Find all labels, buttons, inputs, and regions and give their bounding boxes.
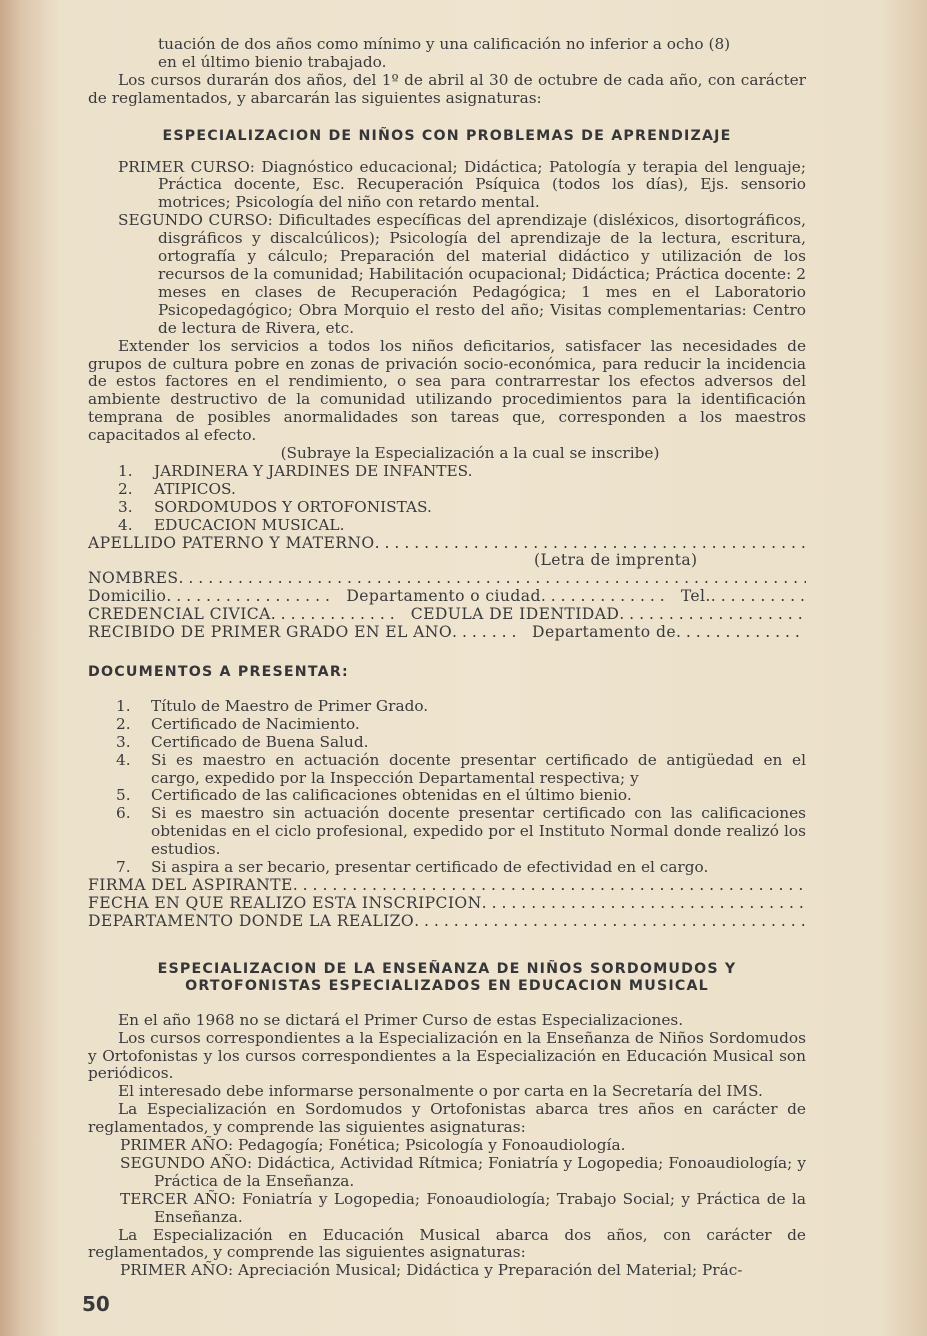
document-text: Certificado de Nacimiento.: [151, 714, 360, 733]
option-label: SORDOMUDOS Y ORTOFONISTAS.: [154, 497, 432, 516]
signature-form: [88, 877, 806, 931]
fecha-field[interactable]: [88, 895, 806, 913]
option-number: 4.: [118, 515, 133, 534]
firma-label: FIRMA DEL ASPIRANTE: [88, 876, 293, 894]
apellido-blank[interactable]: [375, 535, 806, 553]
document-text: Si es maestro en actuación docente presentar certificado de antigüedad en el cargo, expedido por la Inspección Departamental respectiva; y: [151, 750, 806, 787]
sec2-paragraph-2: Los cursos correspondientes a la Especialización en la Enseñanza de Niños Sordomudos y Ortofonistas y los cursos correspondientes a la Especialización en Educación Musical son periódicos.: [88, 1028, 806, 1083]
section-heading-line-2: ORTOFONISTAS ESPECIALIZADOS EN EDUCACION MUSICAL: [185, 977, 709, 994]
page-content: [88, 36, 806, 1280]
departamento-realizo-blank[interactable]: [414, 913, 806, 931]
documents-list: [88, 698, 806, 877]
document-number: 2.: [116, 714, 131, 733]
registration-form: [88, 535, 806, 642]
nombres-field[interactable]: [88, 570, 806, 588]
apellido-field[interactable]: [88, 535, 806, 553]
document-text: Título de Maestro de Primer Grado.: [151, 696, 429, 715]
apellido-label: APELLIDO PATERNO Y MATERNO: [88, 534, 375, 552]
option-item[interactable]: [118, 499, 806, 517]
section-heading-sordomudos: [88, 961, 806, 995]
departamento-realizo-label: DEPARTAMENTO DONDE LA REALIZO: [88, 912, 415, 930]
option-item[interactable]: [118, 463, 806, 481]
extender-paragraph: Extender los servicios a todos los niños deficitarios, satisfacer las necesidades de grupos de cultura pobre en zonas de privación socio-económica, para reducir la incidencia de estos factores en el rendimiento, o sea para contrarrestar los efectos adversos del ambiente destructivo de la comunidad utilizando procedimientos para la identificación temprana de posibles anormalidades son tareas que, corresponden a los maestros capacitados al efecto.: [88, 336, 806, 445]
departamento-ciudad-label: Departamento o ciudad: [346, 588, 541, 606]
document-number: 6.: [116, 804, 131, 823]
document-item: [116, 698, 806, 716]
cedula-label: CEDULA DE IDENTIDAD: [410, 606, 620, 624]
primer-curso: PRIMER CURSO: Diagnóstico educacional; Didáctica; Patología y terapia del lenguaje; Práctica docente, Esc. Recuperación Psíquica (todos los días), Ejs. sensorio motrices; Psicología del niño con retardo mental.: [118, 157, 806, 212]
document-text: Certificado de las calificaciones obtenidas en el último bienio.: [151, 786, 632, 805]
section-heading-aprendizaje: ESPECIALIZACION DE NIÑOS CON PROBLEMAS DE APRENDIZAJE: [162, 127, 732, 144]
document-item: [116, 716, 806, 734]
nombres-blank[interactable]: [178, 570, 806, 588]
option-number: 1.: [118, 461, 133, 480]
cedula-blank[interactable]: [619, 606, 806, 624]
option-item[interactable]: [118, 481, 806, 499]
document-item: [116, 734, 806, 752]
document-item: [116, 859, 806, 877]
departamento-de-label: Departamento de: [532, 624, 676, 642]
document-number: 1.: [116, 696, 131, 715]
domicilio-blank[interactable]: [166, 588, 336, 606]
option-number: 2.: [118, 479, 133, 498]
credencial-label: CREDENCIAL CIVICA: [88, 606, 271, 624]
sec2-paragraph-5: La Especialización en Educación Musical abarca dos años, con carácter de reglamentados, y comprende las siguientes asignaturas:: [88, 1225, 806, 1262]
option-label: JARDINERA Y JARDINES DE INFANTES.: [154, 461, 473, 480]
fecha-blank[interactable]: [482, 895, 806, 913]
document-number: 5.: [116, 786, 131, 805]
tercer-ano: TERCER AÑO: Foniatría y Logopedia; Fonoaudiología; Trabajo Social; y Práctica de la Enseñanza.: [120, 1189, 806, 1226]
credencial-blank[interactable]: [271, 606, 401, 624]
document-number: 7.: [116, 858, 131, 877]
document-item: [116, 787, 806, 805]
document-number: 3.: [116, 732, 131, 751]
specialization-options: [88, 463, 806, 535]
fecha-label: FECHA EN QUE REALIZO ESTA INSCRIPCION: [88, 894, 482, 912]
recibido-row[interactable]: [88, 624, 806, 642]
tel-label: Tel.: [680, 588, 711, 606]
intro-line-1: tuación de dos años como mínimo y una calificación no inferior a ocho (8): [158, 35, 731, 53]
option-label: ATIPICOS.: [154, 479, 236, 498]
sec2-paragraph-3: El interesado debe informarse personalmente o por carta en la Secretaría del IMS.: [118, 1082, 763, 1101]
section-heading-line-1: ESPECIALIZACION DE LA ENSEÑANZA DE NIÑOS SORDOMUDOS Y: [157, 960, 737, 977]
firma-blank[interactable]: [293, 877, 806, 895]
sec2-paragraph-1: En el año 1968 no se dictará el Primer Curso de estas Especializaciones.: [118, 1010, 684, 1029]
departamento-ciudad-blank[interactable]: [541, 588, 671, 606]
credencial-row[interactable]: [88, 606, 806, 624]
primer-ano: PRIMER AÑO: Pedagogía; Fonética; Psicología y Fonoaudiología.: [120, 1136, 626, 1155]
letra-imprenta-note: (Letra de imprenta): [534, 551, 698, 570]
subraye-instruction: (Subraye la Especialización a la cual se inscribe): [280, 444, 660, 463]
recibido-blank[interactable]: [452, 624, 522, 642]
document-text: Si aspira a ser becario, presentar certificado de efectividad en el cargo.: [151, 858, 709, 877]
segundo-curso: SEGUNDO CURSO: Dificultades específicas del aprendizaje (disléxicos, disortográficos, disgráficos y discalcúlicos); Psicología del aprendizaje de la lectura, escritura, ortografía y cálculo; Preparación del material didáctico y utilización de los recursos de la comunidad; Habilitación ocupacional; Didáctica; Práctica docente: 2 meses en clases de Recuperación Pedagógica; 1 mes en el Laboratorio Psicopedagógico; Obra Morquio el resto del año; Visitas complementarias: Centro de lectura de Rivera, etc.: [118, 211, 806, 337]
document-item: [116, 805, 806, 859]
document-item: [116, 752, 806, 788]
document-number: 4.: [116, 750, 131, 769]
firma-field[interactable]: [88, 877, 806, 895]
option-item[interactable]: [118, 517, 806, 535]
intro-paragraph: Los cursos durarán dos años, del 1º de abril al 30 de octubre de cada año, con carácter de reglamentados, y abarcarán las siguientes asignaturas:: [88, 70, 806, 107]
document-text: Certificado de Buena Salud.: [151, 732, 369, 751]
page-number: 50: [82, 1292, 110, 1316]
domicilio-label: Domicilio: [88, 588, 167, 606]
sec2-paragraph-4: La Especialización en Sordomudos y Ortofonistas abarca tres años en carácter de reglamentados, y comprende las siguientes asignaturas:: [88, 1100, 806, 1137]
option-label: EDUCACION MUSICAL.: [154, 515, 345, 534]
departamento-realizo-field[interactable]: [88, 913, 806, 931]
nombres-label: NOMBRES: [88, 570, 179, 588]
document-text: Si es maestro sin actuación docente presentar certificado con las calificaciones obtenidas en el ciclo profesional, expedido por el Instituto Normal donde realizó los estudios.: [151, 804, 806, 859]
recibido-label: RECIBIDO DE PRIMER GRADO EN EL AÑO: [88, 624, 453, 642]
intro-line-2: en el último bienio trabajado.: [158, 52, 387, 71]
departamento-de-blank[interactable]: [676, 624, 806, 642]
segundo-ano: SEGUNDO AÑO: Didáctica, Actividad Rítmica; Foniatría y Logopedia; Fonoaudiología; y Práctica de la Enseñanza.: [120, 1153, 806, 1190]
documentos-heading: DOCUMENTOS A PRESENTAR:: [88, 664, 349, 680]
primer-ano-musical: PRIMER AÑO: Apreciación Musical; Didáctica y Preparación del Material; Prác-: [120, 1261, 743, 1280]
option-number: 3.: [118, 497, 133, 516]
domicilio-row[interactable]: [88, 588, 806, 606]
tel-blank[interactable]: [711, 588, 806, 606]
